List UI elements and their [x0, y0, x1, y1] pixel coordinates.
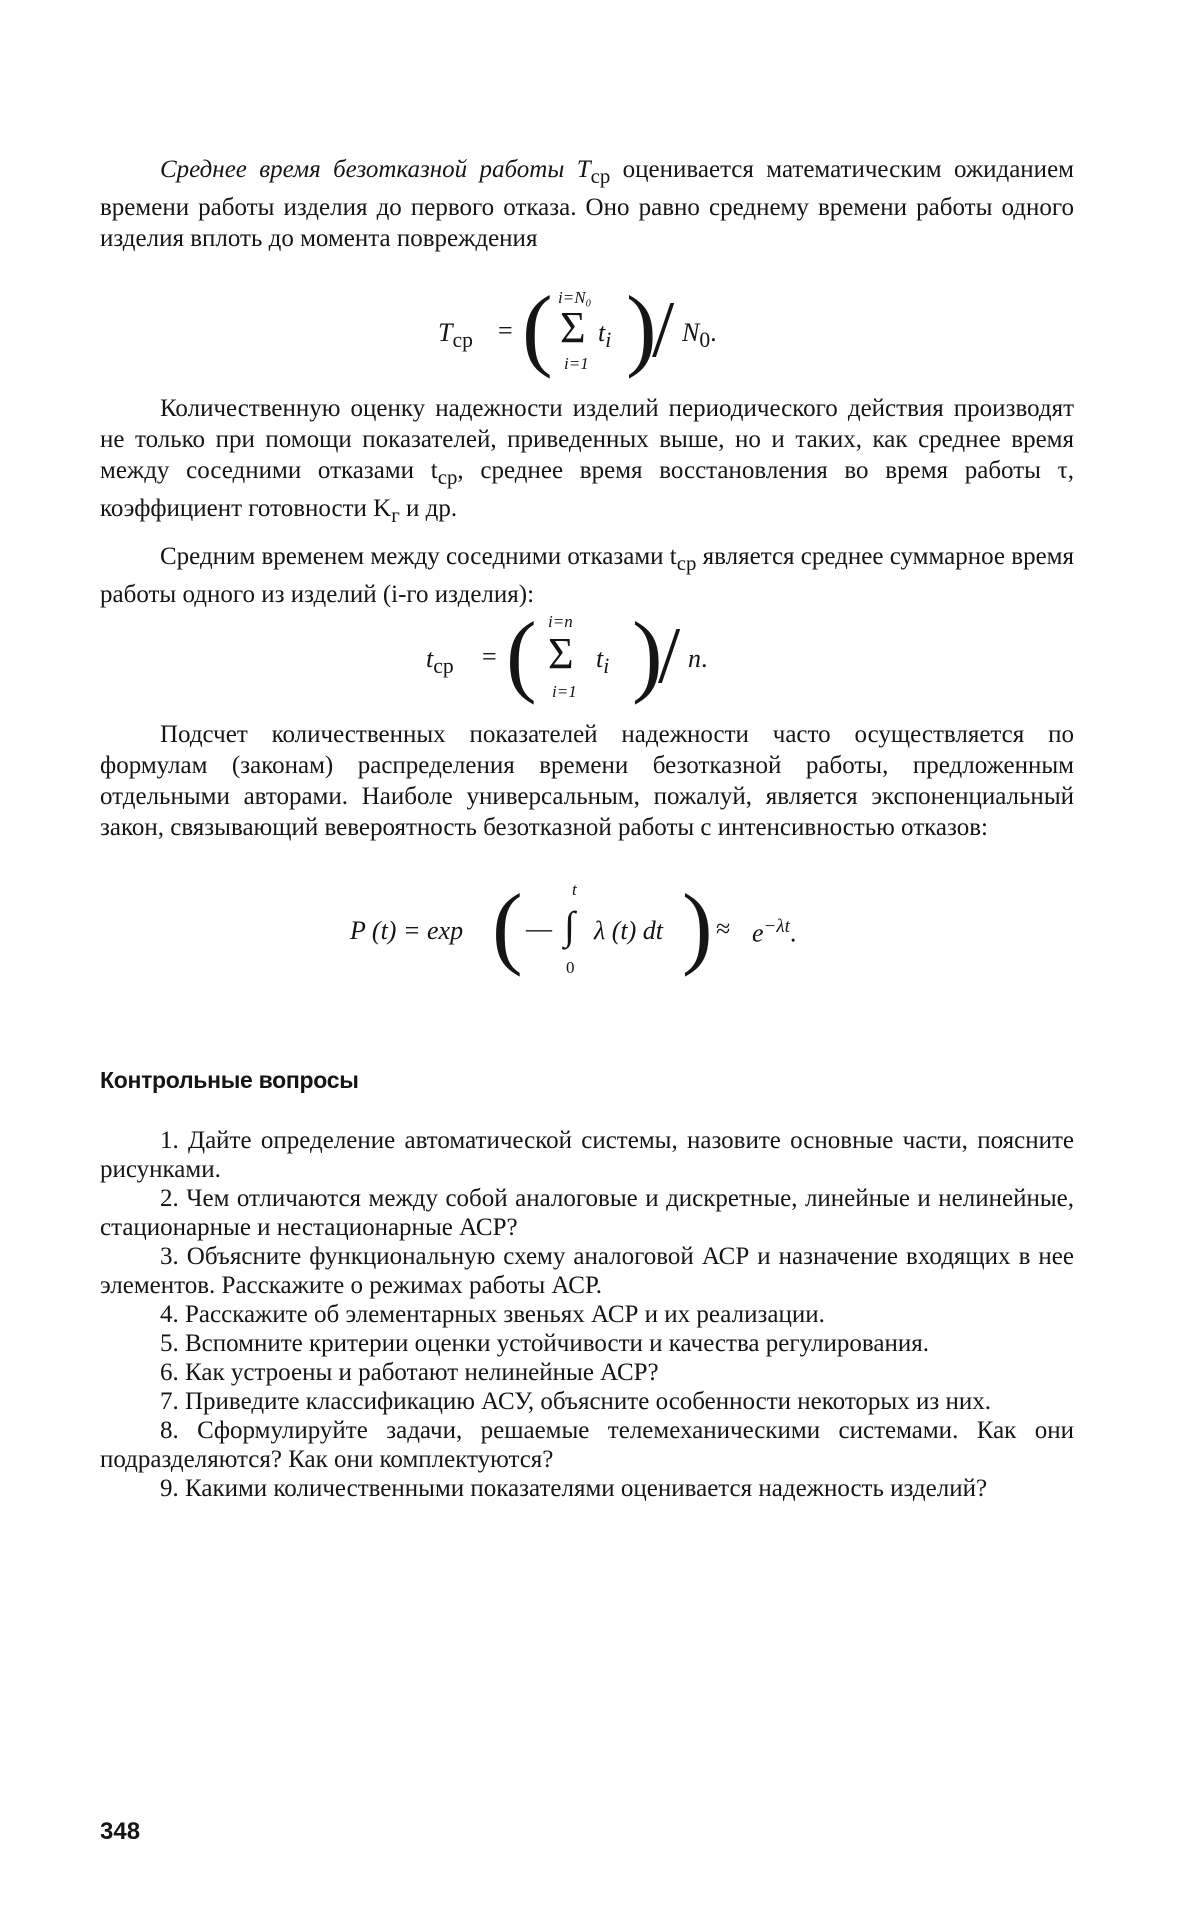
- paragraph-mean-time-between-failures: [100, 541, 1074, 610]
- fraction-slash: /: [652, 286, 675, 374]
- formula-mean-time: [438, 277, 758, 388]
- formula-lhs-sub: ср: [452, 328, 473, 353]
- sum-lower-limit: i=1: [552, 682, 577, 701]
- formula-lhs-sub: ср: [433, 654, 454, 679]
- formula-period: .: [710, 318, 717, 347]
- symbol-T: T: [576, 156, 591, 183]
- formula-mean-between: [426, 603, 746, 710]
- left-paren: (: [522, 277, 553, 379]
- formula-term-sub: i: [605, 328, 612, 353]
- sum-upper-limit: i=n: [548, 612, 573, 631]
- paragraph-text: и др.: [399, 495, 458, 522]
- paragraph-text: оценивается математическим ожиданием времени работы изделия до первого отказа. Оно равно среднему времени работы одного изделия вплоть до момента повреждения: [100, 156, 1074, 252]
- symbol-sub: ср: [437, 465, 458, 489]
- question-item: 6. Как устроены и работают нелинейные АСР?: [160, 1359, 659, 1386]
- right-paren: ): [632, 603, 663, 705]
- question-item: 1. Дайте определение автоматической системы, назовите основные части, поясните рисунками.: [100, 1127, 1074, 1183]
- formula-rhs: e: [752, 918, 764, 948]
- integral-upper-limit: t: [572, 880, 577, 899]
- left-paren: (: [506, 603, 537, 705]
- formula-term-sub: i: [603, 654, 610, 679]
- formula-denominator: n: [688, 644, 701, 673]
- question-item: 2. Чем отличаются между собой аналоговые и дискретные, линейные и нелинейные, стационарные и нестационарные АСР?: [100, 1185, 1074, 1241]
- formula-equals: =: [498, 316, 513, 345]
- right-paren: ): [626, 277, 657, 379]
- formula-lhs: t: [426, 644, 434, 673]
- question-item: 7. Приведите классификацию АСУ, объясните особенности некоторых из них.: [160, 1388, 991, 1415]
- sum-upper-limit: i=N₀: [558, 288, 592, 307]
- section-heading: Контрольные вопросы: [100, 1067, 359, 1093]
- question-item: 5. Вспомните критерии оценки устойчивости и качества регулирования.: [160, 1330, 929, 1357]
- integral-symbol: ∫: [564, 903, 575, 948]
- question-item: 3. Объясните функциональную схему аналоговой АСР и назначение входящих в нее элементов. Расскажите о режимах работы АСР.: [100, 1243, 1074, 1299]
- paragraph-text: Подсчет количественных показателей надежности часто осуществляется по формулам (законам) распределения времени безотказной работы, предложенным отдельными авторами. Наиболе универсальным, пожалуй, является экспоненциальный закон, связывающий вевероятность безотказной работы с интенсивностью отказов:: [100, 721, 1074, 841]
- left-paren: (: [492, 875, 523, 977]
- formula-denominator: N: [682, 318, 700, 347]
- sigma-symbol: Σ: [548, 629, 574, 678]
- symbol-sub: г: [391, 503, 400, 527]
- sum-lower-limit: i=1: [564, 354, 589, 373]
- paragraph-mean-time-to-failure: [100, 154, 1074, 254]
- formula-equals: =: [482, 642, 497, 671]
- formula-term: t: [596, 644, 604, 673]
- formula-period: .: [789, 918, 797, 948]
- paragraph-text: , среднее время восстановления во время работы τ, коэффициент готовности K: [100, 457, 1074, 522]
- symbol-sub: ср: [676, 551, 697, 575]
- formula-period: .: [701, 644, 708, 673]
- question-item: 9. Какими количественными показателями оценивается надежность изделий?: [160, 1475, 988, 1502]
- formula-exponent: −λt: [763, 916, 790, 937]
- approx-sign: ≈: [716, 914, 731, 943]
- formula-lhs: P (t) = exp: [350, 916, 464, 945]
- formula-exponential-law: [350, 875, 850, 990]
- paragraph-reliability-assessment: [100, 393, 1074, 531]
- question-item: 4. Расскажите об элементарных звеньях АСР и их реализации.: [160, 1301, 825, 1328]
- paragraph-exponential-law: [100, 719, 1074, 843]
- term-mean-time: Среднее время безотказной работы: [160, 156, 565, 183]
- formula-term: t: [598, 318, 606, 347]
- page-number: 348: [100, 1818, 141, 1845]
- paragraph-text: Средним временем между соседними отказами t: [160, 543, 677, 570]
- minus-sign: —: [526, 914, 552, 943]
- sigma-symbol: Σ: [560, 303, 586, 352]
- integral-lower-limit: 0: [566, 958, 575, 977]
- integrand: λ (t) dt: [594, 916, 664, 945]
- symbol-sub: ср: [590, 164, 611, 188]
- right-paren: ): [682, 875, 713, 977]
- question-list: [100, 1126, 1074, 1503]
- paragraph-text: является среднее суммарное время работы одного из изделий (i-го изделия):: [100, 543, 1074, 608]
- formula-lhs: T: [438, 318, 453, 347]
- formula-den-sub: 0: [699, 328, 711, 353]
- fraction-slash: /: [658, 612, 681, 700]
- question-item: 8. Сформулируйте задачи, решаемые телемеханическими системами. Как они подразделяются? Как они комплектуются?: [100, 1417, 1074, 1473]
- paragraph-text: Количественную оценку надежности изделий периодического действия производят не только при помощи показателей, приведенных выше, но и таких, как среднее время между соседними отказами t: [100, 395, 1074, 484]
